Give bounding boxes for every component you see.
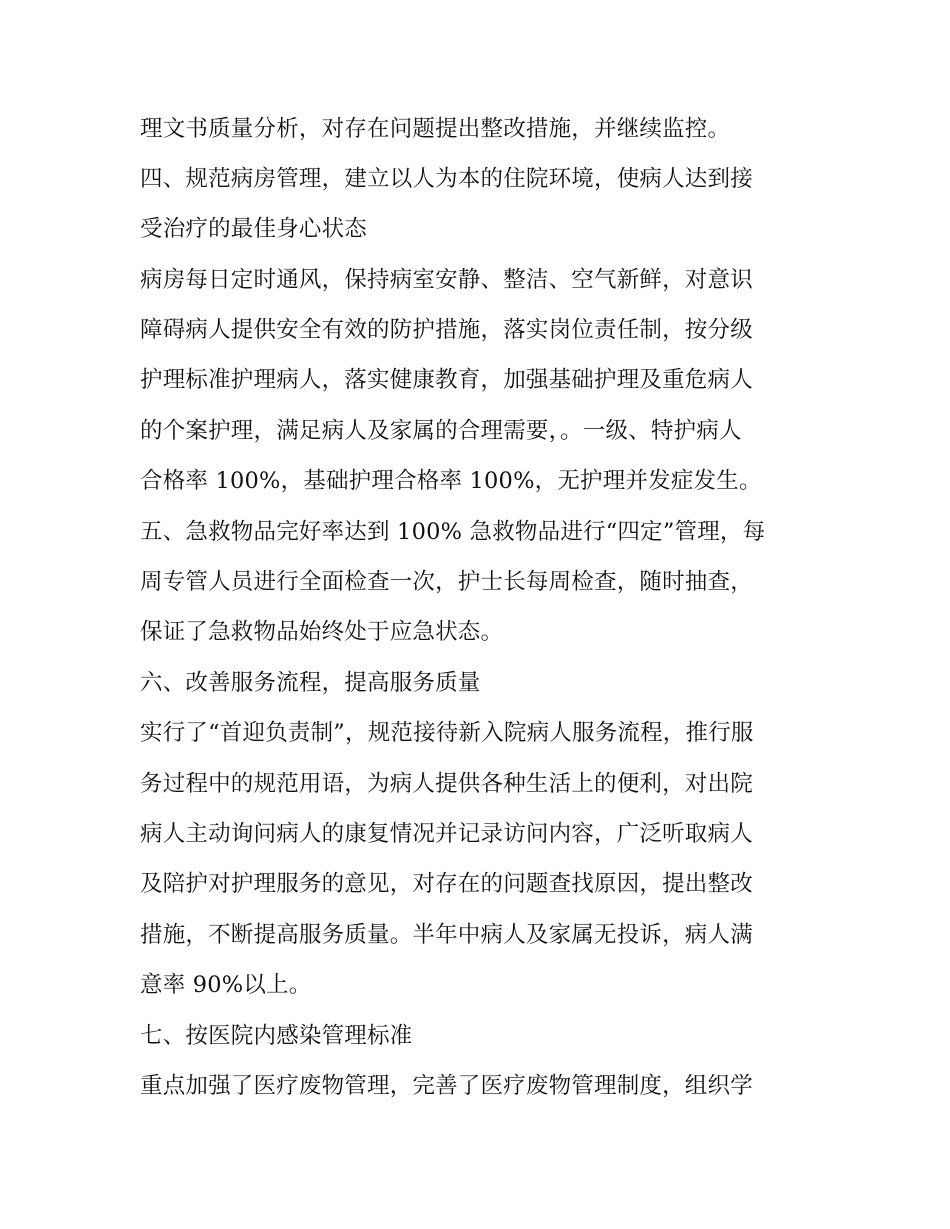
paragraph-line: 及陪护对护理服务的意见，对存在的问题查找原因，提出整改 (140, 871, 753, 897)
paragraph-line: 保证了急救物品始终处于应急状态。 (140, 619, 504, 645)
paragraph-line: 理文书质量分析，对存在问题提出整改措施，并继续监控。 (140, 116, 731, 142)
section-heading-line: 受治疗的最佳身心状态 (140, 216, 368, 242)
paragraph-line: 意率 90%以上。 (140, 972, 312, 998)
paragraph-line: 实行了“首迎负责制”，规范接待新入院病人服务流程，推行服 (140, 720, 754, 746)
paragraph-line: 障碍病人提供安全有效的防护措施，落实岗位责任制，按分级 (140, 317, 753, 343)
section-heading-line: 四、规范病房管理，建立以人为本的住院环境，使病人达到接 (140, 166, 753, 192)
paragraph-line: 周专管人员进行全面检查一次，护士长每周检查，随时抽查， (140, 569, 753, 595)
paragraph-line: 病房每日定时通风，保持病室安静、整洁、空气新鲜，对意识 (140, 267, 753, 293)
section-heading-line: 六、改善服务流程，提高服务质量 (140, 670, 481, 696)
paragraph-line: 合格率 100%，基础护理合格率 100%，无护理并发症发生。 (140, 468, 762, 494)
paragraph-line: 重点加强了医疗废物管理，完善了医疗废物管理制度，组织学 (140, 1073, 753, 1099)
section-heading-line: 七、按医院内感染管理标准 (140, 1023, 413, 1049)
paragraph-line: 务过程中的规范用语，为病人提供各种生活上的便利，对出院 (140, 771, 753, 797)
paragraph-line: 的个案护理，满足病人及家属的合理需要，。一级、特护病人 (140, 418, 742, 444)
paragraph-line: 护理标准护理病人，落实健康教育，加强基础护理及重危病人 (140, 367, 753, 393)
paragraph-line: 措施，不断提高服务质量。半年中病人及家属无投诉，病人满 (140, 922, 753, 948)
section-heading-line: 五、急救物品完好率达到 100% 急救物品进行“四定”管理，每 (140, 519, 766, 545)
paragraph-line: 病人主动询问病人的康复情况并记录访问内容，广泛听取病人 (140, 821, 753, 847)
